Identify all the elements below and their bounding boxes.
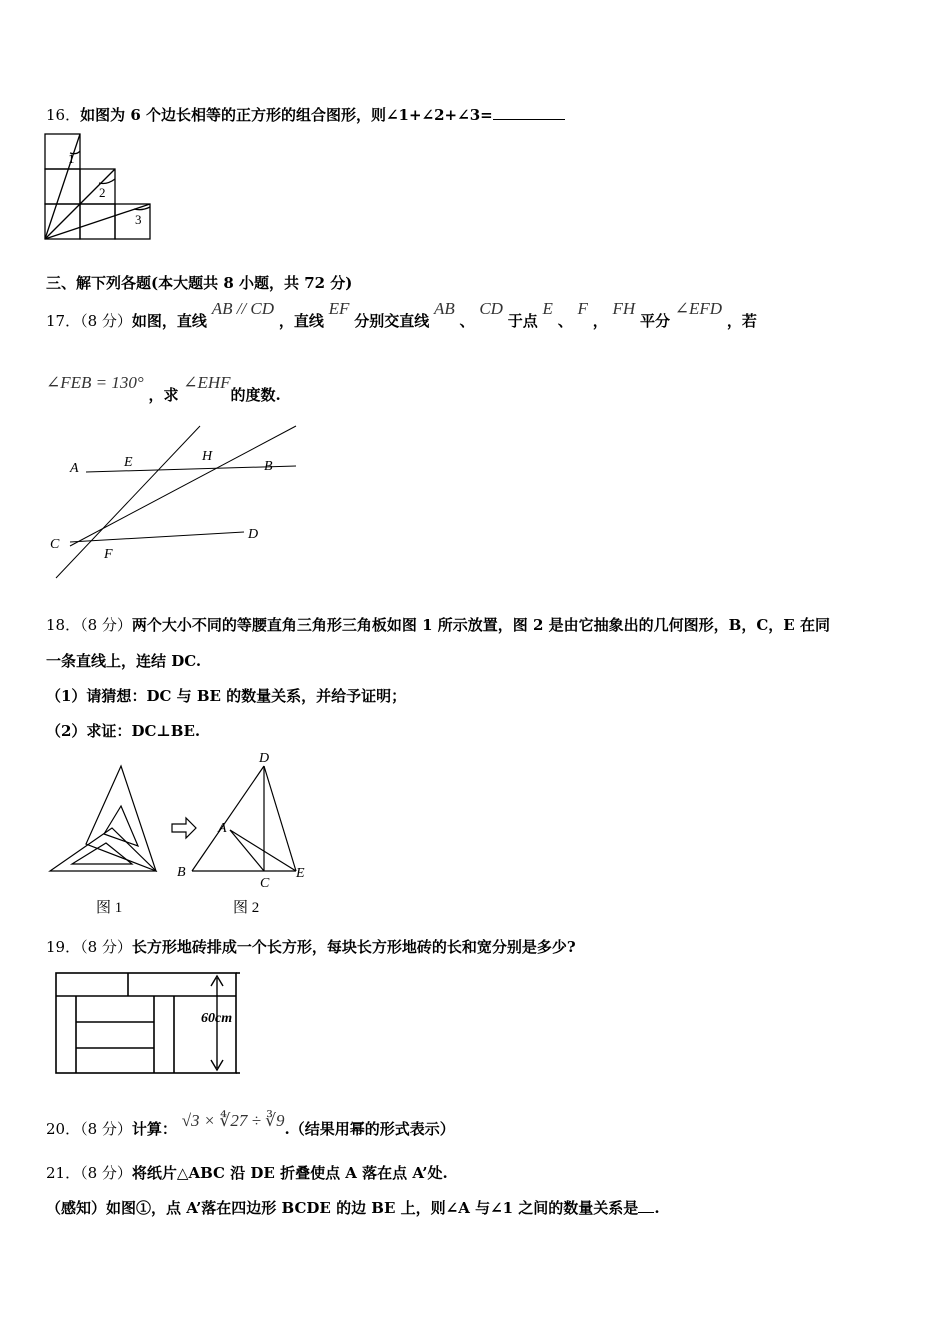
label-A: A: [70, 461, 79, 476]
label-E: E: [124, 455, 133, 470]
fig2-caption: 图 2: [233, 900, 260, 916]
q19-figure: [54, 970, 254, 1080]
q21-sub: （感知）如图①，点 A’落在四边形 BCDE 的边 BE 上，则∠A 与∠1 之间的数量关系是 .: [46, 1199, 660, 1217]
fig1-caption: 图 1: [96, 900, 123, 916]
label-B: B: [264, 459, 273, 474]
angle-3-label: 3: [135, 212, 142, 227]
q18-figure: [46, 748, 316, 923]
dimension-label: 60cm: [201, 1011, 233, 1026]
label-F: F: [104, 547, 113, 562]
q18-sub2: （2）求证：DC⊥BE.: [46, 722, 201, 740]
fig2-label-A: A: [218, 821, 227, 836]
answer-blank: [638, 1212, 654, 1213]
q20-expression: √3 × ∜27 ÷ ∛9: [181, 1111, 285, 1130]
fig2-label-C: C: [260, 876, 270, 891]
q18-sub1: （1）请猜想：DC 与 BE 的数量关系，并给予证明；: [46, 687, 407, 705]
label-C: C: [50, 537, 60, 552]
label-H: H: [202, 449, 213, 464]
section-title: 三、解下列各题(本大题共 8 小题，共 72 分): [46, 274, 353, 292]
fig2-label-D: D: [259, 751, 270, 766]
q18-line1: 18．（8 分）两个大小不同的等腰直角三角形三角板如图 1 所示放置，图 2 是由它抽象出的几何图形，B，C，E 在同: [46, 616, 830, 634]
q17-line1: 17．（8 分）如图，直线 AB // CD ，直线 EF 分别交直线 AB 、 CD 于点 E 、 F ， FH 平分 ∠EFD ，若: [46, 299, 757, 330]
q16-text: 16．如图为 6 个边长相等的正方形的组合图形，则∠1+∠2+∠3=: [46, 104, 565, 125]
angle-1-label: 1: [68, 151, 75, 166]
label-D: D: [248, 527, 259, 542]
q17-figure: [44, 420, 304, 585]
fig2-label-B: B: [177, 865, 186, 880]
answer-blank: [493, 118, 565, 120]
q18-line2: 一条直线上，连结 DC.: [46, 652, 202, 670]
q20-text: 20．（8 分）计算： √3 × ∜27 ÷ ∛9.（结果用幂的形式表示）: [46, 1111, 455, 1138]
q19-text: 19．（8 分）长方形地砖排成一个长方形，每块长方形地砖的长和宽分别是多少?: [46, 938, 576, 956]
q17-line2: ∠FEB = 130° ，求 ∠EHF的度数.: [46, 373, 281, 404]
fig2-label-E: E: [296, 866, 305, 881]
q16-figure: [44, 133, 154, 243]
q21-text: 21．（8 分）将纸片△ABC 沿 DE 折叠使点 A 落在点 A’处.: [46, 1164, 448, 1182]
angle-2-label: 2: [99, 185, 106, 200]
